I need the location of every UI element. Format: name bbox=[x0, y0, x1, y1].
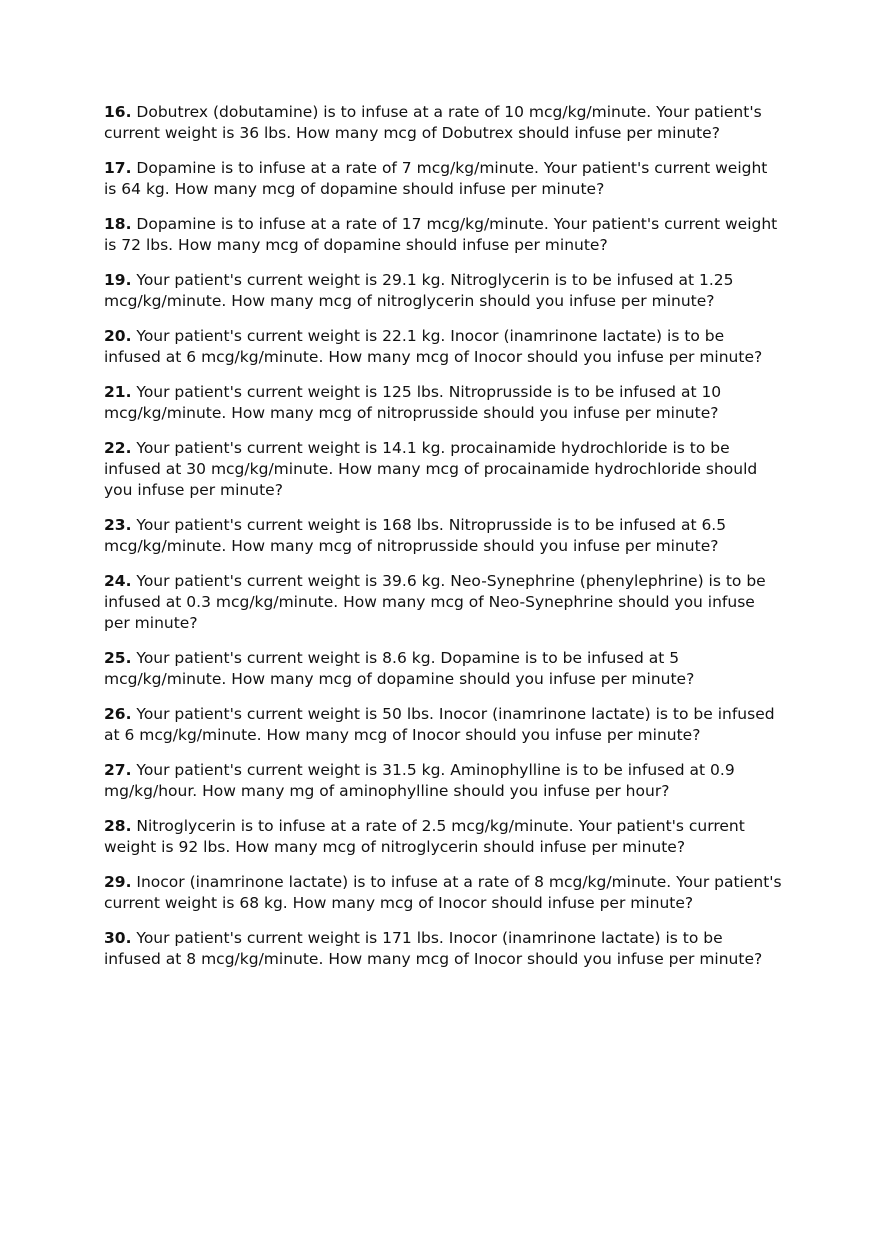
question-text: Inocor (inamrinone lactate) is to infuse at a rate of 8 mcg/kg/minute. Your patient's current weight is 68 kg. How many mcg of Inocor should infuse per minute? bbox=[104, 873, 782, 912]
question-text: Your patient's current weight is 125 lbs. Nitroprusside is to be infused at 10 mcg/kg/minute. How many mcg of nitroprusside should you infuse per minute? bbox=[104, 383, 722, 422]
question-item bbox=[104, 928, 784, 970]
question-text: Dopamine is to infuse at a rate of 7 mcg/kg/minute. Your patient's current weight is 64 kg. How many mcg of dopamine should infuse per minute? bbox=[104, 159, 768, 198]
question-number: 26. bbox=[104, 705, 132, 723]
question-item bbox=[104, 571, 784, 634]
question-text: Your patient's current weight is 50 lbs. Inocor (inamrinone lactate) is to be infused at 6 mcg/kg/minute. How many mcg of Inocor should you infuse per minute? bbox=[104, 705, 775, 744]
question-number: 17. bbox=[104, 159, 132, 177]
question-text: Your patient's current weight is 14.1 kg. procainamide hydrochloride is to be infused at 30 mcg/kg/minute. How many mcg of procainamide hydrochloride should you infuse per minute? bbox=[104, 439, 758, 499]
question-number: 22. bbox=[104, 439, 132, 457]
question-item bbox=[104, 515, 784, 557]
question-text: Dopamine is to infuse at a rate of 17 mcg/kg/minute. Your patient's current weight is 72 lbs. How many mcg of dopamine should infuse per minute? bbox=[104, 215, 778, 254]
question-text: Nitroglycerin is to infuse at a rate of 2.5 mcg/kg/minute. Your patient's current weight is 92 lbs. How many mcg of nitroglycerin should infuse per minute? bbox=[104, 817, 745, 856]
question-number: 29. bbox=[104, 873, 132, 891]
question-item bbox=[104, 158, 784, 200]
question-number: 21. bbox=[104, 383, 132, 401]
question-item bbox=[104, 102, 784, 144]
question-number: 16. bbox=[104, 103, 132, 121]
question-text: Your patient's current weight is 168 lbs. Nitroprusside is to be infused at 6.5 mcg/kg/minute. How many mcg of nitroprusside should you infuse per minute? bbox=[104, 516, 727, 555]
question-item bbox=[104, 648, 784, 690]
question-item bbox=[104, 438, 784, 501]
question-item bbox=[104, 382, 784, 424]
question-number: 20. bbox=[104, 327, 132, 345]
question-text: Your patient's current weight is 171 lbs. Inocor (inamrinone lactate) is to be infused at 8 mcg/kg/minute. How many mcg of Inocor should you infuse per minute? bbox=[104, 929, 763, 968]
question-number: 25. bbox=[104, 649, 132, 667]
question-item bbox=[104, 816, 784, 858]
question-number: 23. bbox=[104, 516, 132, 534]
question-item bbox=[104, 704, 784, 746]
question-number: 30. bbox=[104, 929, 132, 947]
question-item bbox=[104, 214, 784, 256]
question-number: 27. bbox=[104, 761, 132, 779]
question-number: 18. bbox=[104, 215, 132, 233]
question-number: 28. bbox=[104, 817, 132, 835]
question-number: 19. bbox=[104, 271, 132, 289]
question-text: Your patient's current weight is 29.1 kg. Nitroglycerin is to be infused at 1.25 mcg/kg/minute. How many mcg of nitroglycerin should you infuse per minute? bbox=[104, 271, 734, 310]
question-number: 24. bbox=[104, 572, 132, 590]
question-item bbox=[104, 326, 784, 368]
question-text: Your patient's current weight is 31.5 kg. Aminophylline is to be infused at 0.9 mg/kg/hour. How many mg of aminophylline should you infuse per hour? bbox=[104, 761, 735, 800]
question-list bbox=[104, 102, 784, 984]
question-item bbox=[104, 270, 784, 312]
question-item bbox=[104, 760, 784, 802]
question-text: Your patient's current weight is 39.6 kg. Neo-Synephrine (phenylephrine) is to be infused at 0.3 mcg/kg/minute. How many mcg of Neo-Synephrine should you infuse per minute? bbox=[104, 572, 766, 632]
question-text: Dobutrex (dobutamine) is to infuse at a rate of 10 mcg/kg/minute. Your patient's current weight is 36 lbs. How many mcg of Dobutrex should infuse per minute? bbox=[104, 103, 762, 142]
question-text: Your patient's current weight is 22.1 kg. Inocor (inamrinone lactate) is to be infused at 6 mcg/kg/minute. How many mcg of Inocor should you infuse per minute? bbox=[104, 327, 763, 366]
question-item bbox=[104, 872, 784, 914]
question-text: Your patient's current weight is 8.6 kg. Dopamine is to be infused at 5 mcg/kg/minute. How many mcg of dopamine should you infuse per minute? bbox=[104, 649, 695, 688]
